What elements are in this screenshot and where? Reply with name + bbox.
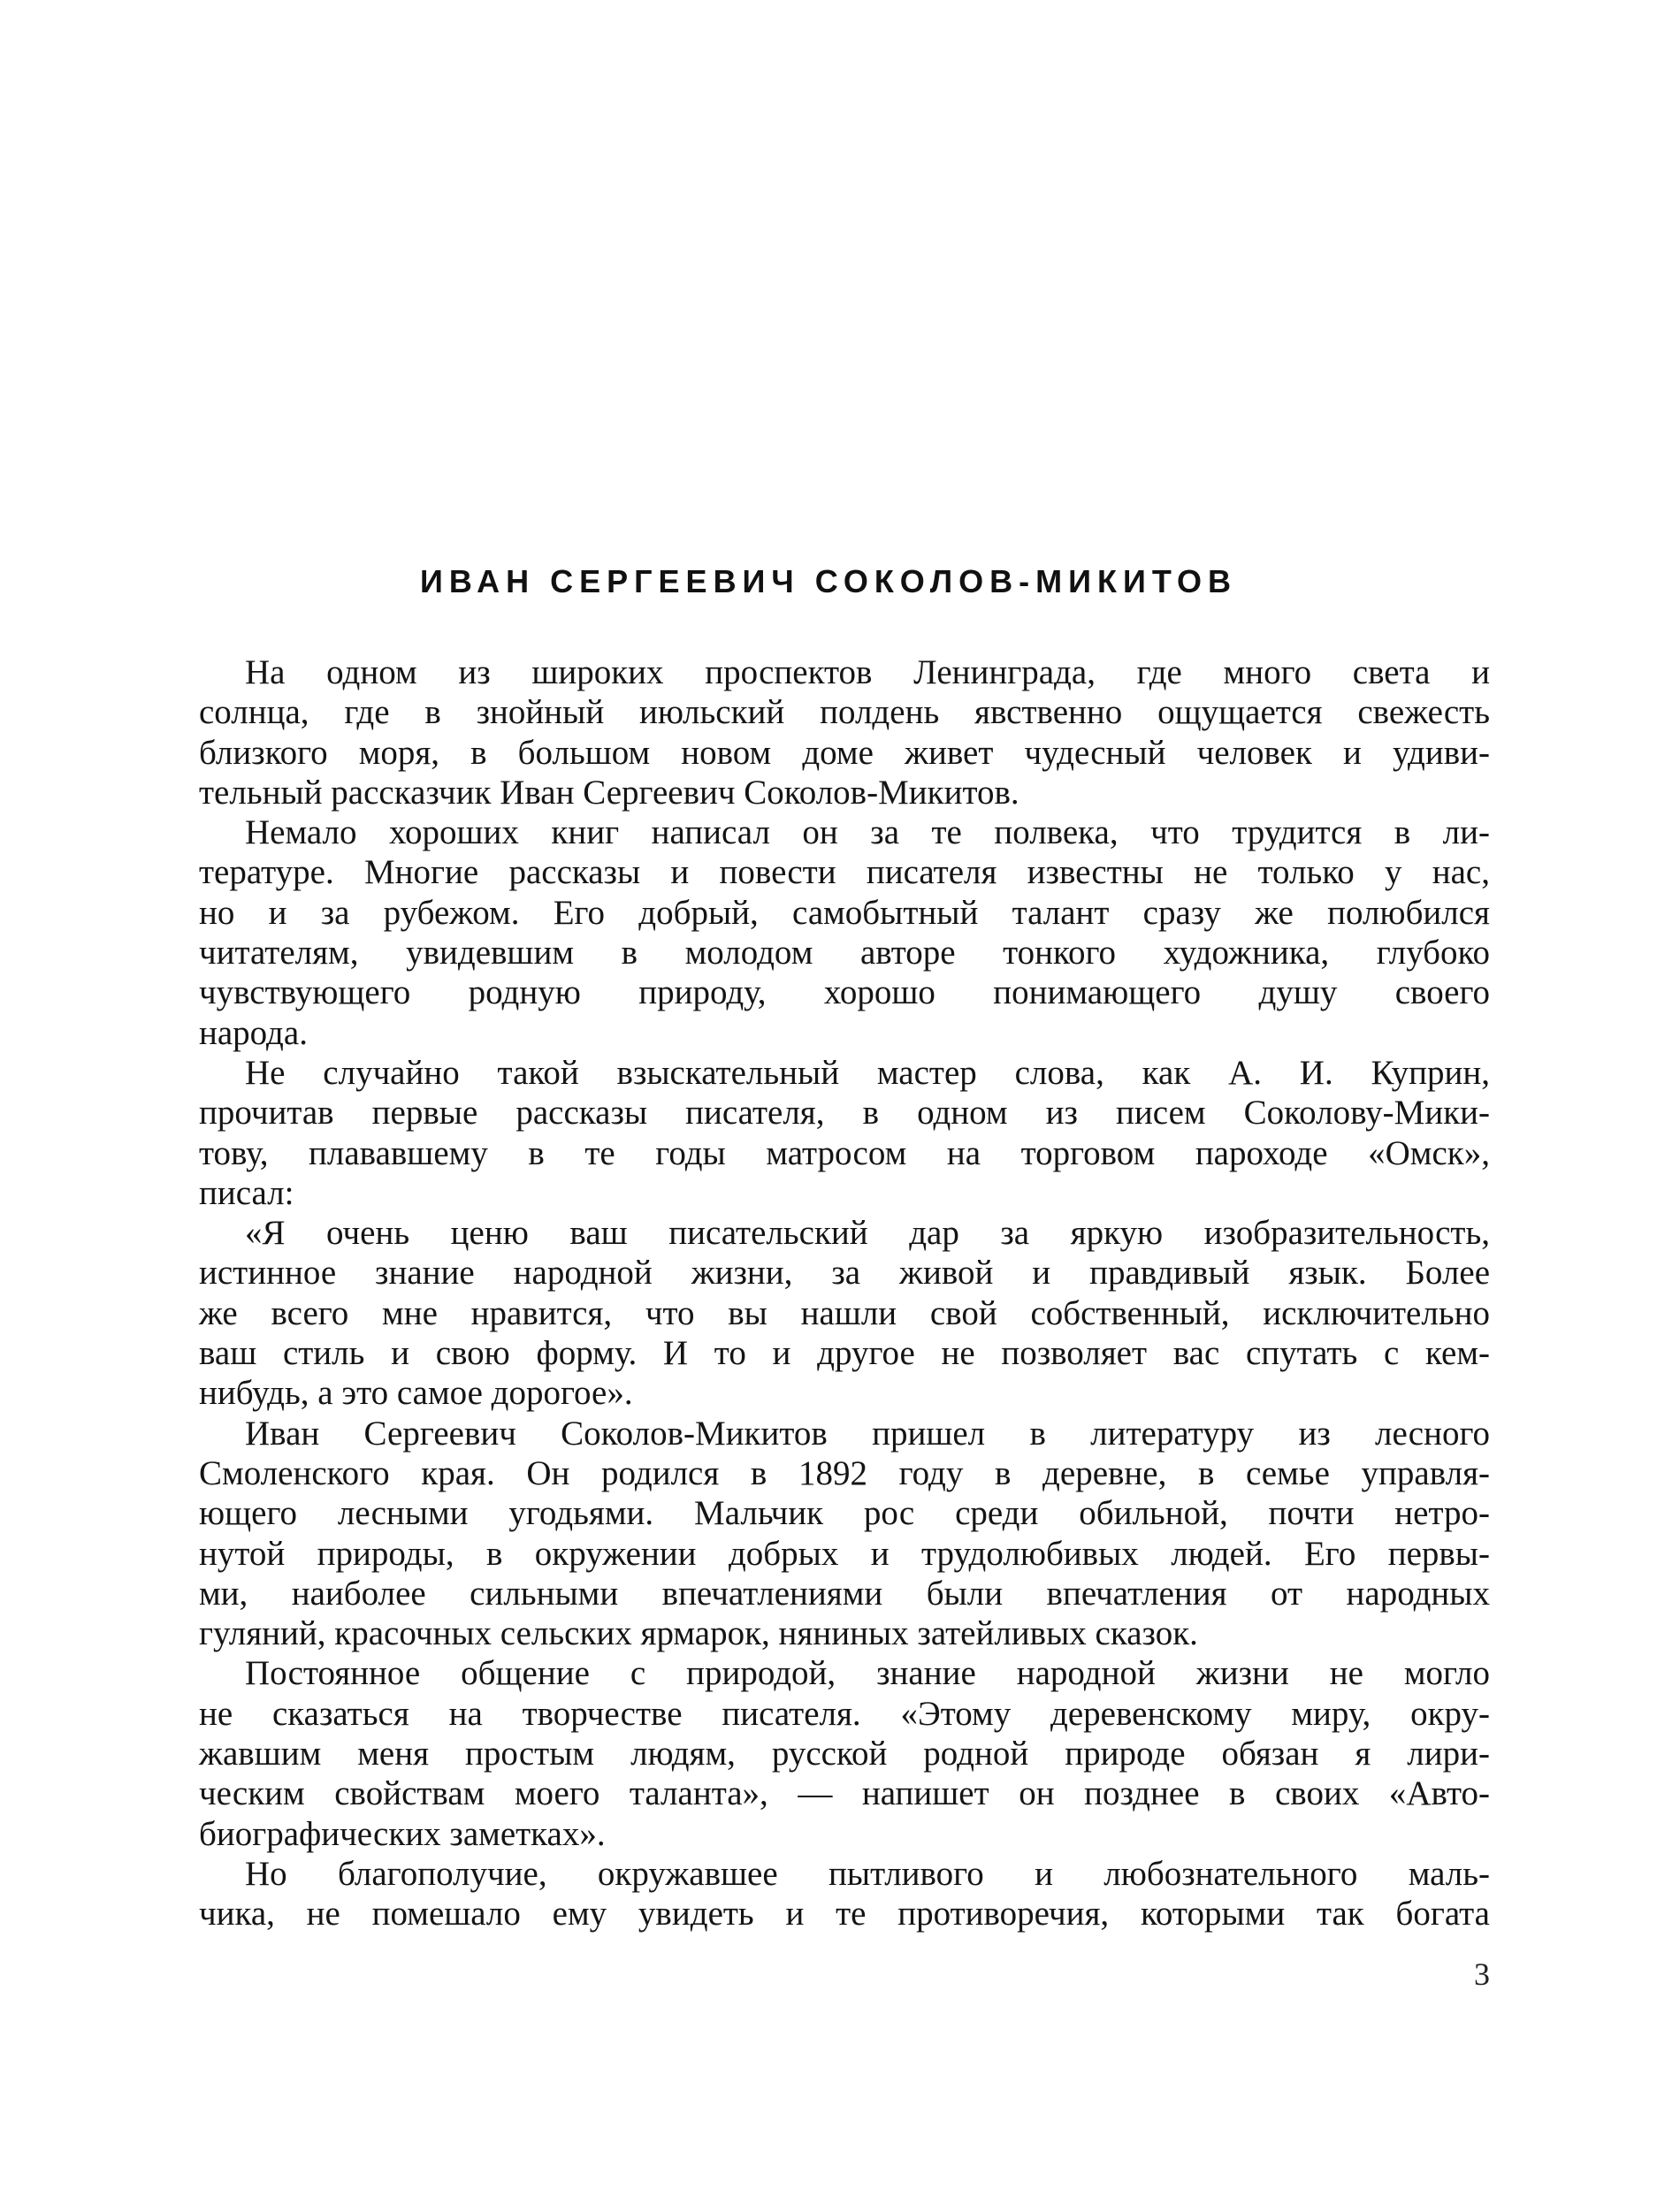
text-line: чувствующего родную природу, хорошо понимающего душу своего (199, 973, 1490, 1012)
text-line: Немало хороших книг написал он за те полвека, что трудится в ли- (245, 813, 1490, 852)
text-line: биографических заметках». (199, 1814, 606, 1853)
text-line: солнца, где в знойный июльский полдень явственно ощущается свежесть (199, 693, 1490, 732)
text-line: прочитав первые рассказы писателя, в одном из писем Соколову-Мики- (199, 1094, 1490, 1133)
text-line: не сказаться на творчестве писателя. «Этому деревенскому миру, окру- (199, 1694, 1490, 1733)
text-line: читателям, увидевшим в молодом авторе тонкого художника, глубоко (199, 934, 1490, 973)
body-text (199, 652, 1490, 1934)
text-line: гуляний, красочных сельских ярмарок, няниных затейливых сказок. (199, 1614, 1198, 1653)
page-number: 3 (1474, 1956, 1490, 1992)
text-line: Иван Сергеевич Соколов-Микитов пришел в литературу из лесного (245, 1414, 1490, 1453)
chapter-title: ИВАН СЕРГЕЕВИЧ СОКОЛОВ-МИКИТОВ (420, 563, 1237, 599)
text-line: тельный рассказчик Иван Сергеевич Соколов-Микитов. (199, 773, 1019, 812)
text-line: ми, наиболее сильными впечатлениями были впечатления от народных (199, 1574, 1490, 1613)
text-line: жавшим меня простым людям, русской родной природе обязан я лири- (199, 1735, 1490, 1773)
text-line: нутой природы, в окружении добрых и трудолюбивых людей. Его первы- (199, 1534, 1490, 1573)
quote-line: ваш стиль и свою форму. И то и другое не позволяет вас спутать с кем- (199, 1334, 1490, 1373)
text-line: Постоянное общение с природой, знание народной жизни не могло (245, 1654, 1490, 1693)
text-line: народа. (199, 1013, 308, 1052)
text-line: На одном из широких проспектов Ленинграда, где много света и (245, 653, 1490, 691)
text-line: чика, не помешало ему увидеть и те противоречия, которыми так богата (199, 1895, 1490, 1934)
text-line: Смоленского края. Он родился в 1892 году в деревне, в семье управля- (199, 1453, 1490, 1492)
text-line: Не случайно такой взыскательный мастер слова, как А. И. Куприн, (245, 1053, 1490, 1092)
quote-line: «Я очень ценю ваш писательский дар за яркую изобразительность, (245, 1214, 1490, 1253)
text-line: тову, плававшему в те годы матросом на торговом пароходе «Омск», (199, 1133, 1490, 1172)
text-line: ческим свойствам моего таланта», — напишет он позднее в своих «Авто- (199, 1774, 1490, 1813)
text-line: ющего лесными угодьями. Мальчик рос среди обильной, почти нетро- (199, 1494, 1490, 1533)
text-line: тературе. Многие рассказы и повести писателя известны не только у нас, (199, 853, 1490, 892)
quote-line: нибудь, а это самое дорогое». (199, 1374, 633, 1413)
quote-line: же всего мне нравится, что вы нашли свой собственный, исключительно (199, 1293, 1490, 1332)
text-line: писал: (199, 1173, 294, 1212)
quote-line: истинное знание народной жизни, за живой и правдивый язык. Более (199, 1254, 1490, 1293)
text-line: близкого моря, в большом новом доме живет чудесный человек и удиви- (199, 733, 1490, 772)
text-line: но и за рубежом. Его добрый, самобытный талант сразу же полюбился (199, 893, 1490, 932)
text-line: Но благополучие, окружавшее пытливого и любознательного маль- (245, 1854, 1490, 1893)
